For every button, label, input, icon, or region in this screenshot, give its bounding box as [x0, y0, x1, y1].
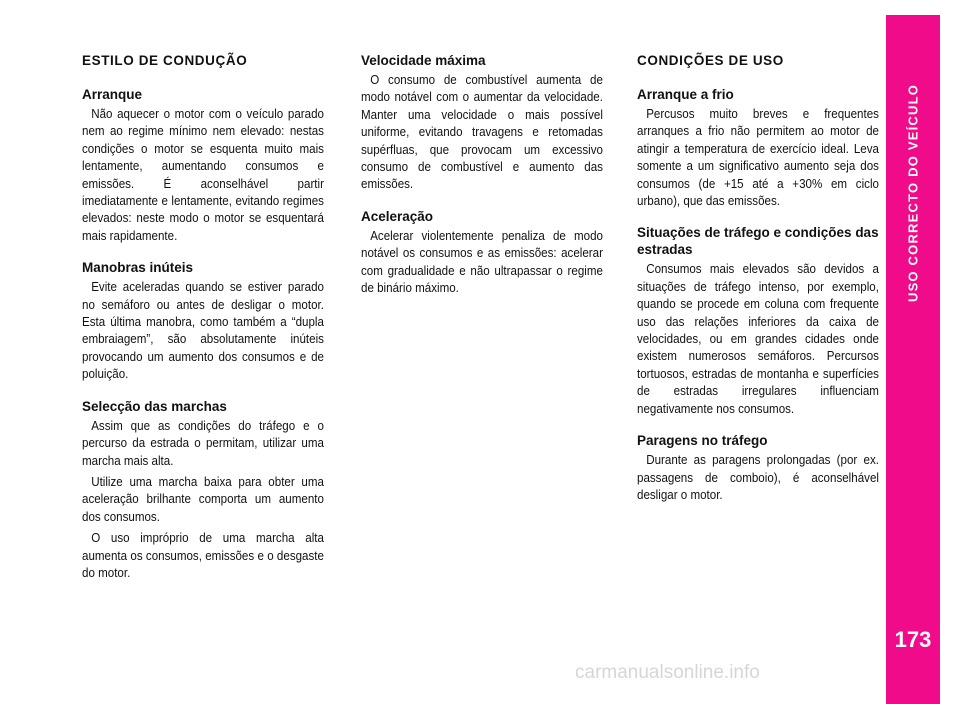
heading-manobras: Manobras inúteis — [82, 260, 194, 276]
chapter-sidebar — [886, 15, 940, 704]
paragraph-manobras: Evite aceleradas quando se estiver parado no semáforo ou antes de desligar o motor. Esta última manobra, como também a “dupla embraiagem”, são absolutamente inúteis provocando um aumento dos consumos e de poluição. — [82, 280, 324, 382]
heading-aceleracao: Aceleração — [361, 208, 434, 224]
heading-arranque: Arranque — [82, 87, 143, 102]
chapter-title — [886, 63, 940, 323]
paragraph-seleccao-1: Assim que as condições do tráfego e o percurso da estrada o permitam, utilizar uma marcha mais alta. — [82, 418, 324, 468]
heading-seleccao: Selecção das marchas — [82, 398, 227, 414]
section-title-condicoes: CONDIÇÕES DE USO — [637, 53, 784, 68]
paragraph-seleccao-3: O uso impróprio de uma marcha alta aumenta os consumos, emissões e o desgaste do motor. — [82, 531, 324, 580]
paragraph-velocidade: O consumo de combustível aumenta de modo notável com o aumentar da velocidade. Manter uma velocidade o mais possível uniforme, evitando travagens e retomadas supérfluas, que provocam um excessivo consumo de combustível e aumento das emissões. — [361, 73, 603, 192]
column-left — [82, 52, 324, 582]
column-middle — [361, 52, 603, 297]
page-number: 173 — [894, 627, 932, 652]
heading-arranque-frio: Arranque a frio — [637, 87, 734, 102]
chapter-title-text: USO CORRECTO DO VEÍCULO — [905, 83, 921, 303]
watermark: carmanualsonline.info — [575, 662, 760, 683]
column-right — [637, 52, 879, 504]
paragraph-arranque-frio: Percusos muito breves e frequentes arranques a frio não permitem ao motor de atingir a temperatura de exercício ideal. Leva somente a um significativo aumento seja dos consumos (de +15 até a +30% em ciclo urbano), que das emissões. — [637, 107, 879, 209]
paragraph-seleccao-2: Utilize uma marcha baixa para obter uma aceleração brilhante comporta um aumento dos consumos. — [82, 474, 324, 524]
paragraph-paragens: Durante as paragens prolongadas (por ex. passagens de comboio), é aconselhável desligar o motor. — [637, 453, 879, 502]
paragraph-arranque: Não aquecer o motor com o veículo parado nem ao regime mínimo nem elevado: nestas condições o motor se esquenta muito mais lentamente, aumentando consumos e emissões. É aconselhável partir imediatamente e lentamente, evitando regimes elevados: neste modo o motor se esquentará mais rapidamente. — [82, 107, 324, 243]
paragraph-situacoes: Consumos mais elevados são devidos a situações de tráfego intenso, por exemplo, quando se procede em coluna com frequente uso das relações inferiores da caixa de velocidades, ou em grandes cidades onde existem numerosos semáforos. Percursos tortuosos, estradas de montanha e superfícies de estradas irregulares influenciam negativamente nos consumos. — [637, 262, 879, 416]
heading-velocidade: Velocidade máxima — [361, 53, 486, 68]
paragraph-aceleracao: Acelerar violentemente penaliza de modo notável os consumos e as emissões: acelerar com gradualidade e não ultrapassar o regime de binário máximo. — [361, 228, 603, 296]
heading-situacoes: Situações de tráfego e condições das estradas — [637, 225, 879, 258]
section-title-estilo: ESTILO DE CONDUÇÃO — [82, 53, 248, 68]
heading-paragens: Paragens no tráfego — [637, 433, 768, 449]
